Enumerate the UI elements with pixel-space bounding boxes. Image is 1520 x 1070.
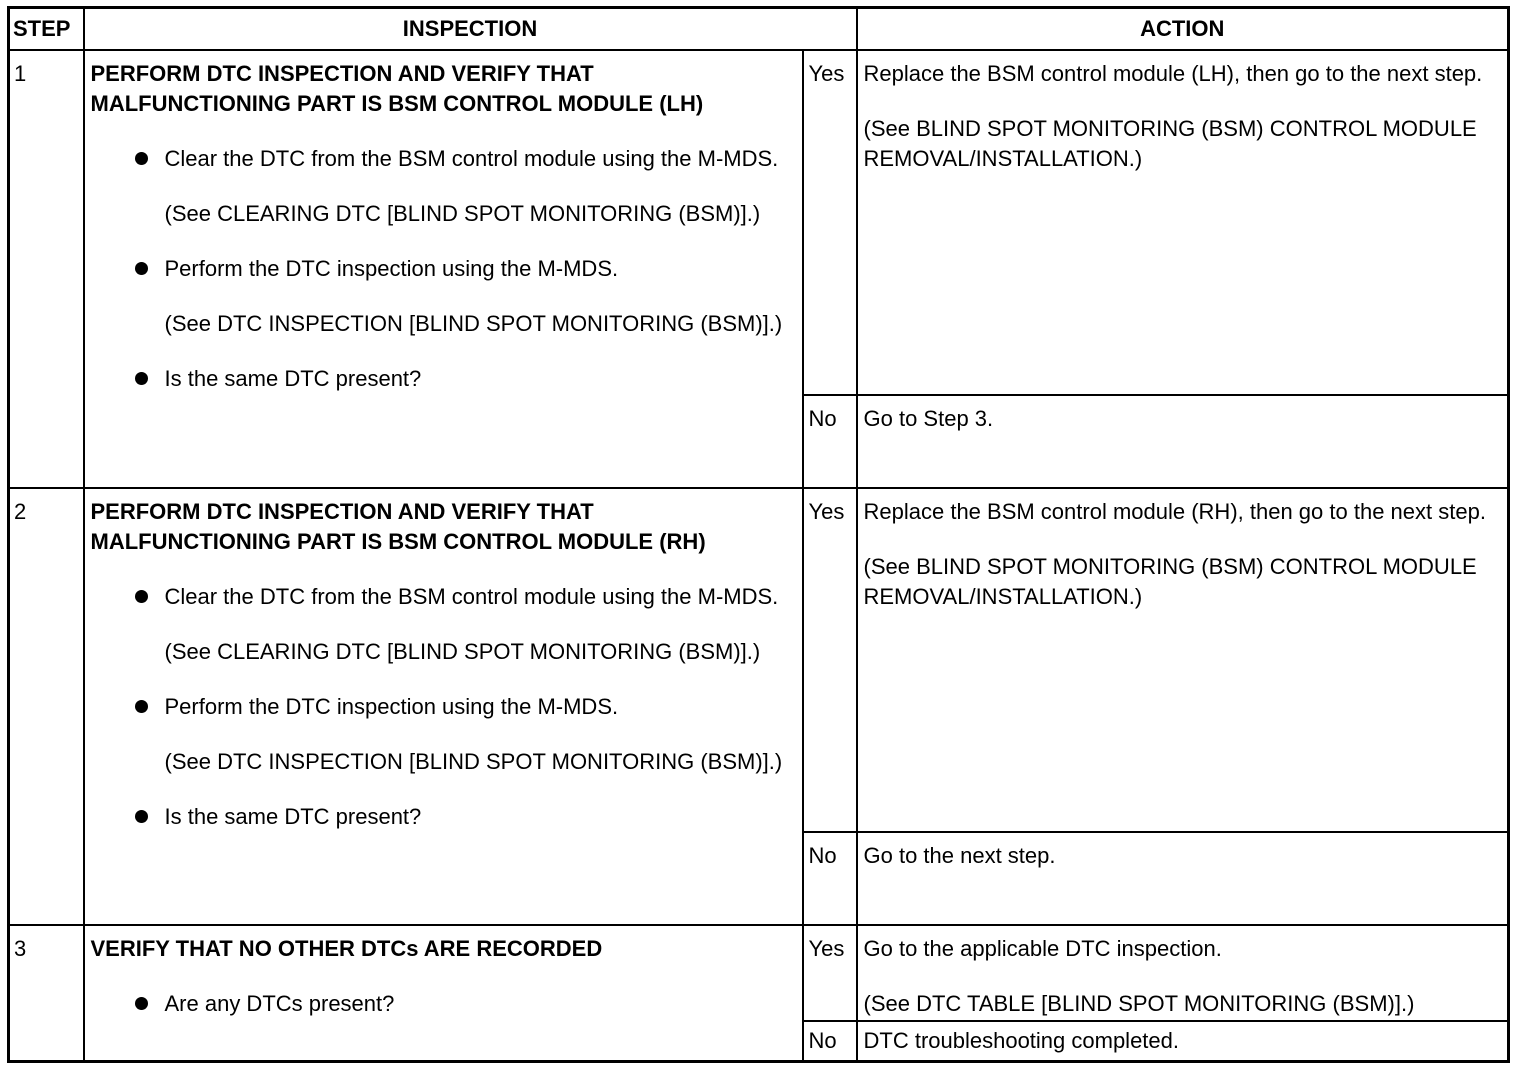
- step-2-no-action: [857, 832, 1509, 925]
- step-2-number: 2: [9, 488, 84, 926]
- bullet-text: Is the same DTC present?: [164, 366, 422, 392]
- bullet-text: Perform the DTC inspection using the M-MDS.: [164, 256, 619, 282]
- troubleshooting-table: [7, 6, 1510, 1063]
- bullet-icon: [135, 997, 148, 1010]
- step-1-title-line-1: PERFORM DTC INSPECTION AND VERIFY THAT: [90, 61, 594, 87]
- bullet-reference: (See CLEARING DTC [BLIND SPOT MONITORING (BSM)].): [164, 638, 761, 664]
- bullet-text: Clear the DTC from the BSM control module using the M-MDS.: [164, 146, 779, 172]
- step-3-yes-row: [9, 925, 1509, 1021]
- action-text: Go to Step 3.: [863, 405, 994, 431]
- step-1-title: [91, 59, 794, 119]
- action-reference: (See BLIND SPOT MONITORING (BSM) CONTROL MODULE REMOVAL/INSTALLATION.): [863, 553, 1477, 609]
- step-1-bullet-list: [91, 144, 794, 394]
- step-3-title: [91, 934, 794, 964]
- bullet-text: Is the same DTC present?: [164, 803, 422, 829]
- bullet-text: Clear the DTC from the BSM control module using the M-MDS.: [164, 583, 779, 609]
- list-item: [91, 802, 794, 832]
- step-3-no-label: No: [803, 1021, 857, 1061]
- step-3-yes-action: [857, 925, 1509, 1021]
- list-item: [91, 989, 794, 1019]
- bullet-icon: [135, 262, 148, 275]
- bullet-icon: [135, 810, 148, 823]
- bullet-reference: (See CLEARING DTC [BLIND SPOT MONITORING (BSM)].): [164, 201, 761, 227]
- step-3-title-line-1: VERIFY THAT NO OTHER DTCs ARE RECORDED: [90, 936, 603, 962]
- list-item: [91, 692, 794, 777]
- inspection-column-header: INSPECTION: [84, 8, 857, 51]
- step-2-title: [91, 497, 794, 557]
- step-3-no-action: [857, 1021, 1509, 1061]
- step-1-number: 1: [9, 50, 84, 488]
- step-2-title-line-2: MALFUNCTIONING PART IS BSM CONTROL MODULE (RH): [90, 528, 706, 554]
- step-2-yes-label: Yes: [803, 488, 857, 832]
- step-1-yes-label: Yes: [803, 50, 857, 394]
- list-item: [91, 254, 794, 339]
- action-column-header: ACTION: [857, 8, 1509, 51]
- bullet-icon: [135, 700, 148, 713]
- step-column-header: STEP: [9, 8, 84, 51]
- step-1-title-line-2: MALFUNCTIONING PART IS BSM CONTROL MODULE (LH): [90, 91, 704, 117]
- action-text: Go to the applicable DTC inspection.: [863, 936, 1222, 962]
- bullet-reference: (See DTC INSPECTION [BLIND SPOT MONITORING (BSM)].): [164, 748, 783, 774]
- step-3-yes-label: Yes: [803, 925, 857, 1021]
- step-2-yes-row: [9, 488, 1509, 832]
- action-text: Go to the next step.: [863, 843, 1056, 869]
- step-2-yes-action: [857, 488, 1509, 832]
- list-item: [91, 582, 794, 667]
- action-text: DTC troubleshooting completed.: [863, 1028, 1179, 1054]
- step-1-no-label: No: [803, 395, 857, 488]
- step-1-inspection: [84, 50, 803, 488]
- step-2-title-line-1: PERFORM DTC INSPECTION AND VERIFY THAT: [90, 498, 594, 524]
- step-3-inspection: [84, 925, 803, 1061]
- action-reference: (See DTC TABLE [BLIND SPOT MONITORING (BSM)].): [863, 991, 1415, 1017]
- step-1-yes-row: [9, 50, 1509, 394]
- bullet-reference: (See DTC INSPECTION [BLIND SPOT MONITORING (BSM)].): [164, 311, 783, 337]
- action-text: Replace the BSM control module (RH), then go to the next step.: [863, 498, 1486, 524]
- step-2-inspection: [84, 488, 803, 926]
- bullet-icon: [135, 372, 148, 385]
- step-1-no-action: [857, 395, 1509, 488]
- bullet-icon: [135, 152, 148, 165]
- bullet-text: Are any DTCs present?: [164, 991, 395, 1017]
- step-3-bullet-list: [91, 989, 794, 1019]
- bullet-text: Perform the DTC inspection using the M-MDS.: [164, 693, 619, 719]
- action-text: Replace the BSM control module (LH), then go to the next step.: [863, 61, 1483, 87]
- list-item: [91, 144, 794, 229]
- bullet-icon: [135, 590, 148, 603]
- step-2-bullet-list: [91, 582, 794, 832]
- action-reference: (See BLIND SPOT MONITORING (BSM) CONTROL MODULE REMOVAL/INSTALLATION.): [863, 116, 1477, 172]
- step-3-number: 3: [9, 925, 84, 1061]
- table-header-row: [9, 8, 1509, 51]
- step-2-no-label: No: [803, 832, 857, 925]
- list-item: [91, 364, 794, 394]
- step-1-yes-action: [857, 50, 1509, 394]
